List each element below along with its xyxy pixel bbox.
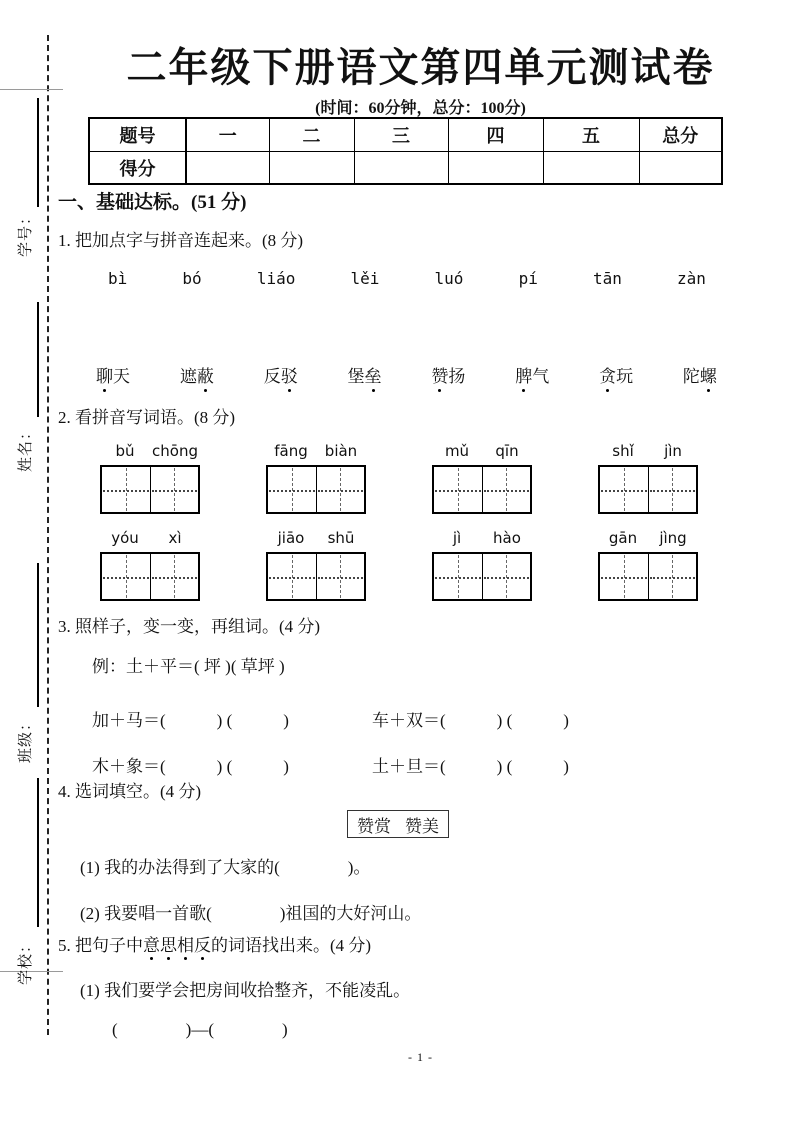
pinyin-write-group: bǔ chōng [100, 441, 200, 514]
q1-word-row [96, 362, 717, 387]
writing-grid [598, 552, 698, 601]
name-blank [37, 302, 39, 417]
writing-grid [432, 465, 532, 514]
pinyin-item: bì [108, 269, 128, 288]
school-blank [37, 778, 39, 927]
pinyin-item: zàn [677, 269, 706, 288]
score-cell-empty [543, 152, 639, 185]
pinyin-write-group: mǔ qīn [432, 441, 532, 514]
word-bank-box [347, 810, 449, 838]
score-table-header-cell: 一 [186, 118, 269, 152]
writing-cell [600, 554, 648, 599]
pinyin-write-group: fāng biàn [266, 441, 366, 514]
q4-title: 4. 选词填空。(4 分) [58, 782, 202, 801]
score-cell-empty [269, 152, 354, 185]
writing-cell [102, 554, 150, 599]
writing-cell [648, 467, 697, 512]
q2-title: 2. 看拼音写词语。(8 分) [58, 408, 236, 427]
vocab-word: 反驳 [264, 362, 298, 387]
word-bank-option: 赞赏 [357, 816, 391, 836]
score-table-header-cell: 二 [269, 118, 354, 152]
school-label: 学校： [18, 937, 34, 986]
q5-answer-line: ( )—( ) [112, 1020, 288, 1039]
vocab-word: 赞扬 [431, 362, 465, 387]
q2-grid-row-1 [100, 441, 698, 514]
pinyin-write-group: jì hào [432, 528, 532, 601]
vocab-word: 贪玩 [599, 362, 633, 387]
writing-cell [102, 467, 150, 512]
q3-item: 木＋象＝( ) ( ) [92, 757, 289, 776]
score-cell-empty [354, 152, 448, 185]
writing-cell [482, 554, 531, 599]
vocab-word: 聊天 [96, 362, 130, 387]
pinyin-item: pí [518, 269, 538, 288]
pinyin-write-group: jiāo shū [266, 528, 366, 601]
q1-title: 1. 把加点字与拼音连起来。(8 分) [58, 231, 304, 250]
score-cell-empty [639, 152, 722, 185]
pinyin-item: luó [434, 269, 464, 288]
writing-grid [598, 465, 698, 514]
writing-grid [432, 552, 532, 601]
page-title: 二年级下册语文第四单元测试卷 [126, 45, 715, 90]
q3-item: 加＋马＝( ) ( ) [92, 711, 289, 730]
exam-subtitle: (时间：60分钟，总分：100分) [315, 100, 526, 117]
q5-item-1: (1) 我们要学会把房间收拾整齐，不能凌乱。 [80, 981, 411, 1000]
class-label: 班级： [18, 715, 34, 764]
q5-title: 5. 把句子中意思相反的词语找出来。(4 分) [58, 936, 372, 955]
vocab-word: 遮蔽 [180, 362, 214, 387]
writing-cell [648, 554, 697, 599]
score-cell-empty [186, 152, 269, 185]
q3-item: 土＋旦＝( ) ( ) [372, 757, 569, 776]
pinyin-write-group: shǐ jìn [598, 441, 698, 514]
vocab-word: 陀螺 [683, 362, 717, 387]
writing-grid [266, 552, 366, 601]
pinyin-item: lěi [350, 269, 380, 288]
q4-item-2: (2) 我要唱一首歌( )祖国的大好河山。 [80, 904, 422, 923]
writing-cell [150, 554, 199, 599]
q3-example: 例：土＋平＝( 坪 )( 草坪 ) [92, 657, 285, 676]
writing-grid [100, 465, 200, 514]
writing-cell [434, 467, 482, 512]
writing-cell [150, 467, 199, 512]
score-cell-empty [448, 152, 543, 185]
student-id-label: 学号： [18, 209, 34, 258]
page-number: - 1 - [408, 1050, 433, 1064]
vocab-word: 堡垒 [348, 362, 382, 387]
score-table-header-cell: 五 [543, 118, 639, 152]
writing-cell [316, 467, 365, 512]
writing-cell [482, 467, 531, 512]
q3-title: 3. 照样子，变一变，再组词。(4 分) [58, 617, 321, 636]
score-table [88, 117, 723, 185]
writing-cell [600, 467, 648, 512]
writing-grid [100, 552, 200, 601]
pinyin-item: liáo [256, 269, 296, 288]
writing-cell [268, 554, 316, 599]
q3-answer-grid [92, 711, 569, 776]
q3-item: 车＋双＝( ) ( ) [372, 711, 569, 730]
word-bank-option: 赞美 [405, 816, 439, 836]
name-label: 姓名： [18, 424, 34, 473]
score-table-header-cell: 题号 [89, 118, 186, 152]
q1-pinyin-row [108, 269, 706, 288]
class-blank [37, 563, 39, 707]
vocab-word: 脾气 [515, 362, 549, 387]
pinyin-item: bó [182, 269, 202, 288]
writing-cell [268, 467, 316, 512]
q4-item-1: (1) 我的办法得到了大家的( )。 [80, 858, 371, 877]
score-table-header-cell: 三 [354, 118, 448, 152]
student-id-blank [37, 98, 39, 207]
writing-grid [266, 465, 366, 514]
score-table-header-cell: 四 [448, 118, 543, 152]
section-heading: 一、基础达标。(51 分) [58, 192, 247, 213]
writing-cell [434, 554, 482, 599]
writing-cell [316, 554, 365, 599]
pinyin-write-group: yóu xì [100, 528, 200, 601]
pinyin-write-group: gān jìng [598, 528, 698, 601]
q2-grid-row-2 [100, 528, 698, 601]
score-table-header-cell: 总分 [639, 118, 722, 152]
score-row-label: 得分 [89, 152, 186, 185]
seal-dashed-line [47, 35, 49, 1035]
pinyin-item: tān [592, 269, 622, 288]
